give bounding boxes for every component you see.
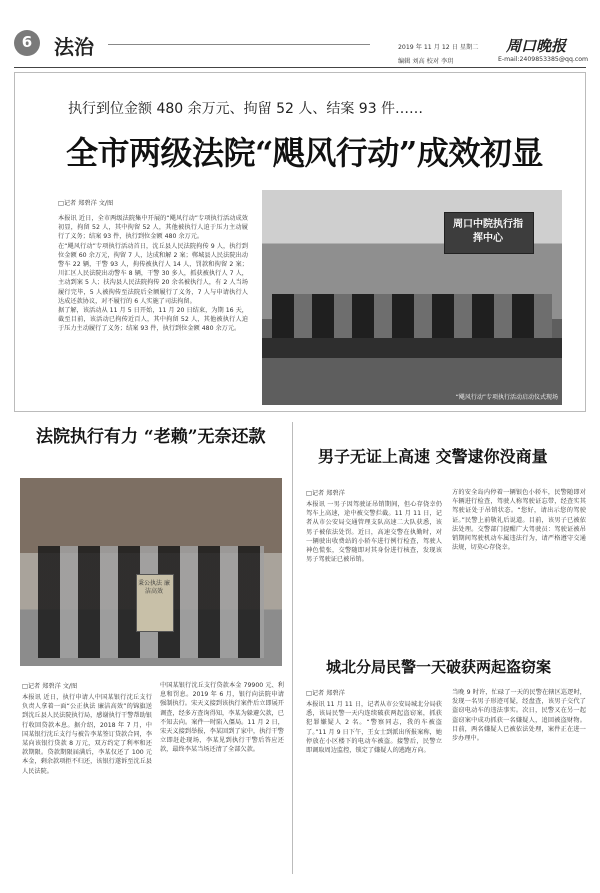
section-title: 法治 — [54, 35, 94, 59]
masthead-rule — [14, 67, 586, 68]
command-center-sign-text: 周口中院执行指挥中心 — [453, 219, 523, 244]
photo-caption: “飓风行动”专项执行活动启动仪式现场 — [455, 394, 558, 401]
date-line: 2019 年 11 月 12 日 星期二 — [398, 44, 479, 51]
lead-byline: □记者 郑碧洋 文/图 — [58, 200, 114, 207]
meeting-table — [262, 338, 562, 358]
story4-col1: 本报讯 11 月 11 日，记者从市公安局城北分局获悉，该局民警一天内连续破获两起盗窃案，抓获犯罪嫌疑人 2 名。“警察同志，我的车被盗了。”11 月 9 日下午，王女士到派出所报案称，她停放在小区楼下的电动车被盗。接警后，民警立即调取周边监控，锁定了嫌疑人的逃跑方向。 — [306, 701, 442, 755]
story2-col2: 中国某银行沈丘支行贷款本金 79900 元、利息和罚息。2019 年 6 月，银行向法院申请强制执行。宋天义接到该执行案件后立即展开调查，经多方查询得知，李某为躲避欠款，已不知去向。案件一时陷入僵局。11 月 2 日，宋天义接到举报，李某回到了家中，执行干警立即赶赴现场，李某见到执行干警后答应还款，最终李某当场还清了全部欠款。 — [160, 682, 284, 754]
seated-officials — [272, 294, 552, 338]
honor-banner-text: 秉公执法 廉洁高效 — [138, 580, 170, 595]
email-line: E-mail:2409853385@qq.com — [498, 56, 589, 63]
story2-photo — [20, 478, 282, 666]
lead-kicker: 执行到位金额 480 余万元、拘留 52 人、结案 93 件…… — [68, 101, 424, 117]
story3-byline: □记者 郑碧洋 — [306, 490, 345, 497]
story2-col1: 本报讯 近日，执行申请人中国某银行沈丘支行负责人拿着一面“公正执法 廉洁高效”的锦旗送到沈丘县人民法院执行局，感谢执行干警帮助银行收回贷款本息。据介绍，2018 年 7 月，中国某银行沈丘支行与被告李某签订贷款合同，李某向该银行贷款 8 万元，双方约定了利率和还款期限。贷款期限届满后，李某仅还了 100 元本金，剩余款项拒不归还，该银行遂诉至沈丘县人民法院。 — [22, 694, 152, 775]
story3-headline: 男子无证上高速 交警逮你没商量 — [318, 447, 548, 466]
story3-col1: 本报讯 一男子因驾驶证吊销期间，但心存侥幸仍驾车上高速，途中被交警拦截。11 月 11 日，记者从市公安局交通管理支队高速二大队获悉，该男子被依法处罚。近日，高速交警在执勤时，对一辆驶出收费站的小轿车进行例行检查，驾驶人神色慌张，交警随即对其身份进行核查，发现该男子驾驶证已被吊销。 — [306, 501, 442, 564]
story2-headline: 法院执行有力 “老赖”无奈还款 — [36, 427, 266, 447]
section-rule — [108, 44, 370, 45]
story4-byline: □记者 郑碧洋 — [306, 690, 345, 697]
page-number: 6 — [21, 33, 33, 51]
lead-paragraph: 在“飓风行动”专项执行活动首日，沈丘县人民法院拘传 9 人，执行到位金额 60 余万元，拘留 7 人，达成和解 2 案；郸城县人民法院出动警车 22 辆，干警 93 人，拘传被执行人 14 人，罚款和拘留 2 案；川汇区人民法院出动警车 8 辆，干警 30 多人，抓获被执行人 7 人，主动到案 5 人；扶沟县人民法院拘传 20 余名被执行人，有 2 人当场履行完毕，5 人被拘传至法院后全额履行了义务，7 人与申请执行人达成还款协议，对不履行的 6 人实施了司法拘留。 — [58, 242, 248, 305]
lead-paragraph: 据了解，该活动从 11 月 5 日开始，11 月 20 日结束，为期 16 天，截至目前，该活动已拘传近百人，其中拘留 52 人，其他被执行人迫于压力主动履行了义务；结案 93 件，执行到位金额 480 余万元。 — [58, 307, 248, 333]
paper-name: 周口晚报 — [506, 37, 567, 55]
lead-photo — [262, 190, 562, 405]
lead-paragraph: 本报讯 近日，全市两级法院集中开展的“飓风行动”专项执行活动成效初显，拘留 52 人，其中拘留 52 人，其他被执行人迫于压力主动履行了义务；结案 93 件，执行到位金额 480 余万元。 — [58, 215, 248, 241]
story3-col2: 方的安全岛内停着一辆银色小轿车，民警随即对车辆进行检查，驾驶人称驾驶证忘带，经查实其驾驶证处于吊销状态。“您好，请出示您的驾驶证。”民警上前敬礼后说道。目前，该男子已被依法处理。交警部门提醒广大驾驶员：驾驶证被吊销期间驾驶机动车属违法行为，请严格遵守交通法规，切莫心存侥幸。 — [452, 489, 586, 552]
editor-line: 编辑 刘高 校对 李玥 — [398, 58, 454, 65]
column-divider — [292, 422, 293, 874]
story4-col2: 当晚 9 时许，忙碌了一天的民警在辖区巡逻时，发现一名男子形迹可疑，经盘查，该男子交代了盗窃电动车的违法事实。次日，民警又在另一起盗窃案中成功抓获一名嫌疑人，追回被盗财物。目前，两名嫌疑人已被依法处理，案件正在进一步办理中。 — [452, 689, 586, 743]
lead-headline: 全市两级法院“飓风行动”成效初显 — [66, 134, 543, 172]
story4-headline: 城北分局民警一天破获两起盗窃案 — [326, 658, 552, 676]
story2-byline: □记者 郑碧洋 文/图 — [22, 683, 78, 690]
lead-body — [58, 214, 248, 334]
